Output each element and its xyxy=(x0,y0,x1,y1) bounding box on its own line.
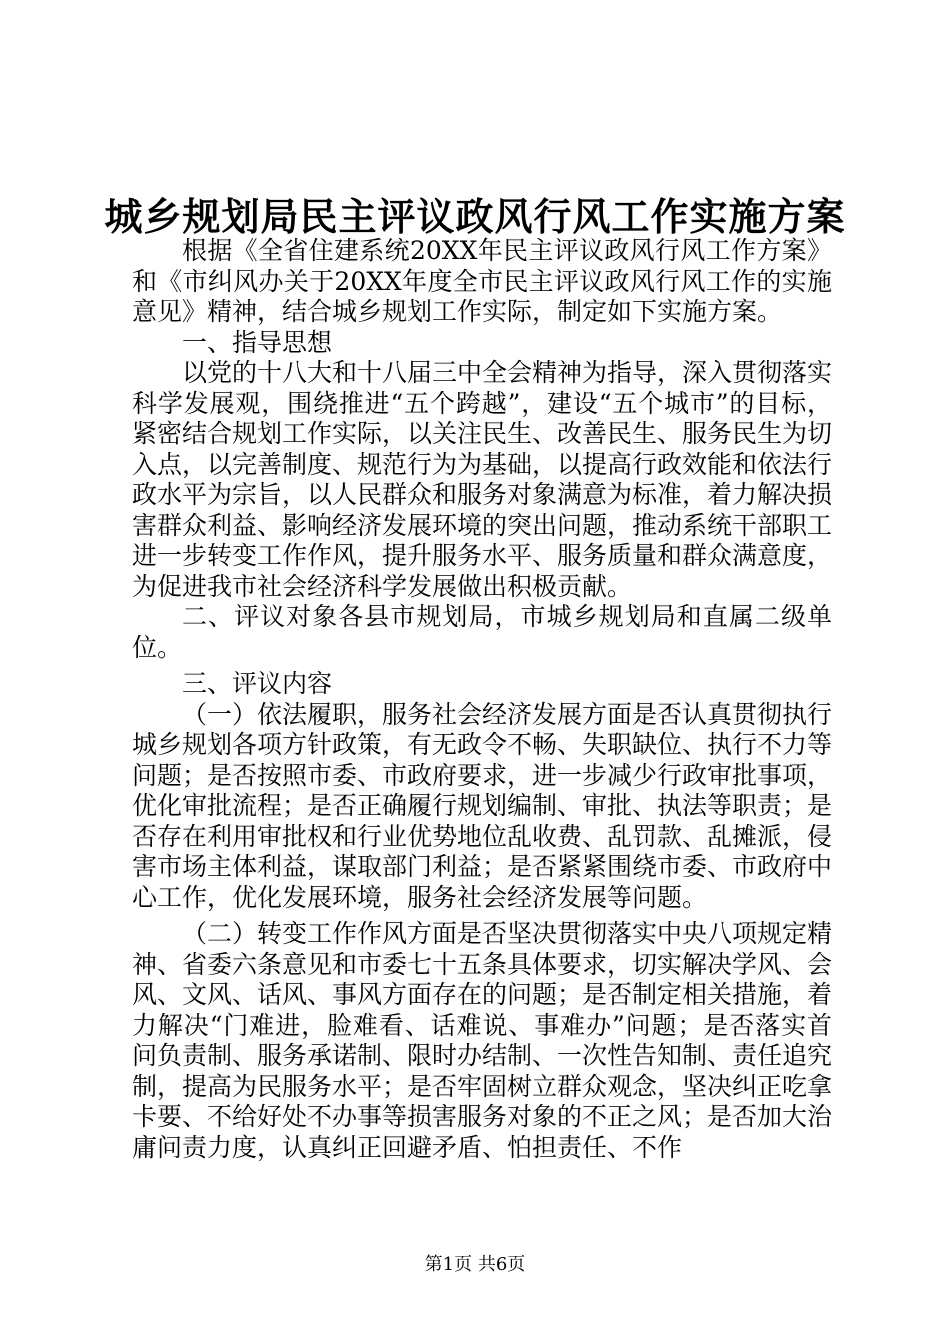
document-body xyxy=(132,236,832,1163)
document-title: 城乡规划局民主评议政风行风工作实施方案 xyxy=(104,194,846,239)
content-item-1-paragraph: （一）依法履职，服务社会经济发展方面是否认真贯彻执行城乡规划各项方针政策，有无政令不畅、失职缺位、执行不力等问题；是否按照市委、市政府要求，进一步减少行政审批事项，优化审批流程；是否正确履行规划编制、审批、执法等职责；是否存在利用审批权和行业优势地位乱收费、乱罚款、乱摊派，侵害市场主体利益，谋取部门利益；是否紧紧围绕市委、市政府中心工作，优化发展环境，服务社会经济发展等问题。 xyxy=(132,699,833,912)
section-heading-evaluation-content: 三、评议内容 xyxy=(182,669,333,698)
content-item-2-paragraph: （二）转变工作作风方面是否坚决贯彻落实中央八项规定精神、省委六条意见和市委七十五条具体要求，切实解决学风、会风、文风、话风、事风方面存在的问题；是否制定相关措施，着力解决“门难进，脸难看、话难说、事难办”问题；是否落实首问负责制、服务承诺制、限时办结制、一次性告知制、责任追究制，提高为民服务水平；是否牢固树立群众观念，坚决纠正吃拿卡要、不给好处不办事等损害服务对象的不正之风；是否加大治庸问责力度，认真纠正回避矛盾、怕担责任、不作 xyxy=(132,919,833,1162)
intro-paragraph: 根据《全省住建系统20XX年民主评议政风行风工作方案》和《市纠风办关于20XX年度全市民主评议政风行风工作的实施意见》精神，结合城乡规划工作实际，制定如下实施方案。 xyxy=(132,236,832,326)
page-footer: 第1页 共6页 xyxy=(424,1254,526,1275)
guiding-ideology-paragraph: 以党的十八大和十八届三中全会精神为指导，深入贯彻落实科学发展观，围绕推进“五个跨越”，建设“五个城市”的目标，紧密结合规划工作实际，以关注民生、改善民生、服务民生为切入点，以完善制度、规范行为为基础，以提高行政效能和依法行政水平为宗旨，以人民群众和服务对象满意为标准，着力解决损害群众利益、影响经济发展环境的突出问题，推动系统干部职工进一步转变工作作风，提升服务水平、服务质量和群众满意度，为促进我市社会经济科学发展做出积极贡献。 xyxy=(132,358,833,601)
section-heading-guiding-ideology: 一、指导思想 xyxy=(182,327,333,357)
evaluation-target-paragraph: 二、评议对象各县市规划局，市城乡规划局和直属二级单位。 xyxy=(132,602,832,662)
